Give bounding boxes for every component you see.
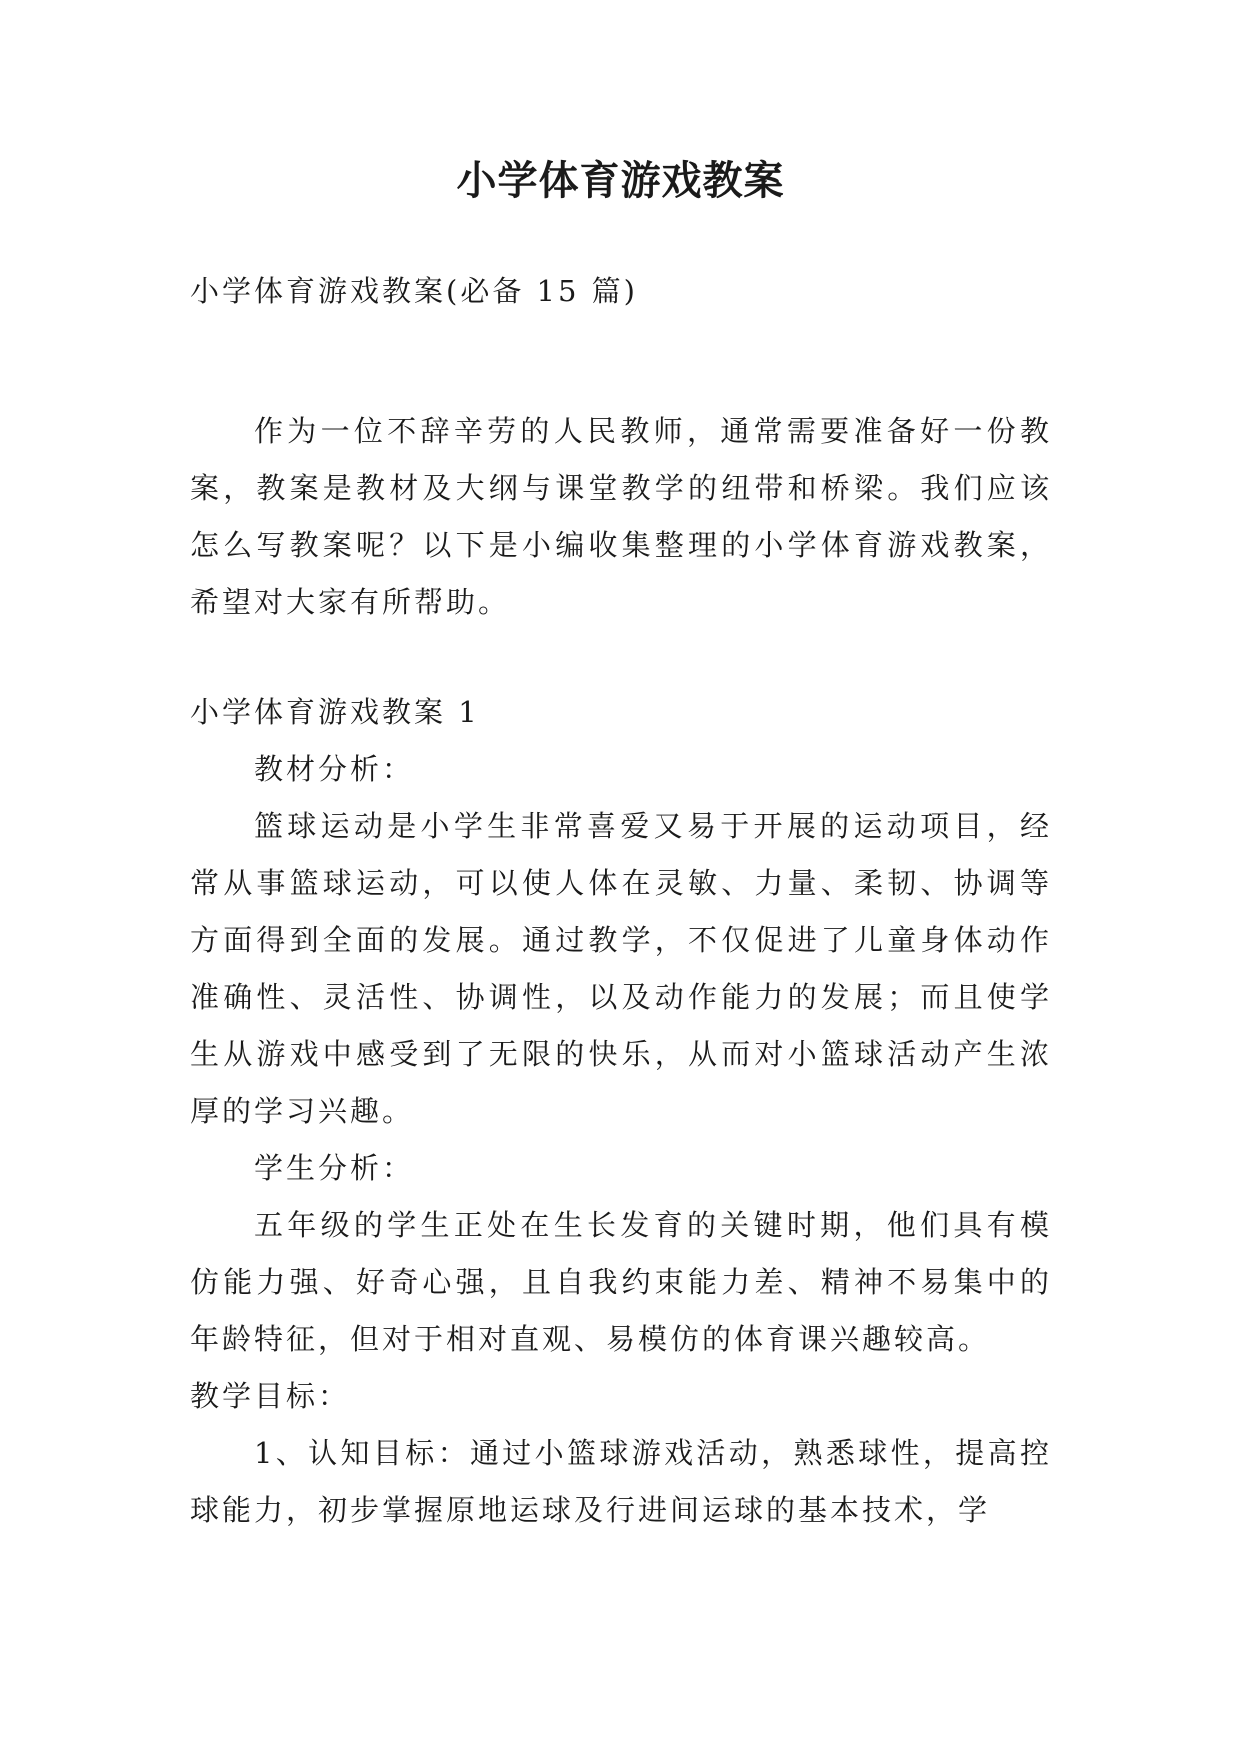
paragraph-material-analysis: 篮球运动是小学生非常喜爱又易于开展的运动项目，经常从事篮球运动，可以使人体在灵敏、力量、柔韧、协调等方面得到全面的发展。通过教学，不仅促进了儿童身体动作准确性、灵活性、协调性，以及动作能力的发展；而且使学生从游戏中感受到了无限的快乐，从而对小篮球活动产生浓厚的学习兴趣。 bbox=[190, 809, 1052, 1128]
section-title: 小学体育游戏教案 1 bbox=[190, 695, 480, 729]
heading-material-analysis: 教材分析： bbox=[254, 752, 415, 786]
section-content bbox=[190, 684, 1052, 1539]
paragraph-cognitive-goal: 1、认知目标：通过小篮球游戏活动，熟悉球性，提高控球能力，初步掌握原地运球及行进间运球的基本技术，学 bbox=[190, 1436, 1052, 1527]
heading-student-analysis: 学生分析： bbox=[254, 1151, 415, 1185]
document-subtitle: 小学体育游戏教案(必备 15 篇) bbox=[190, 274, 638, 308]
paragraph-student-analysis: 五年级的学生正处在生长发育的关键时期，他们具有模仿能力强、好奇心强，且自我约束能力差、精神不易集中的年龄特征，但对于相对直观、易模仿的体育课兴趣较高。 bbox=[190, 1208, 1052, 1356]
document-title: 小学体育游戏教案 bbox=[456, 157, 785, 204]
intro-paragraph: 作为一位不辞辛劳的人民教师，通常需要准备好一份教案，教案是教材及大纲与课堂教学的纽带和桥梁。我们应该怎么写教案呢？以下是小编收集整理的小学体育游戏教案，希望对大家有所帮助。 bbox=[190, 414, 1052, 619]
heading-teaching-goals: 教学目标： bbox=[190, 1379, 351, 1413]
